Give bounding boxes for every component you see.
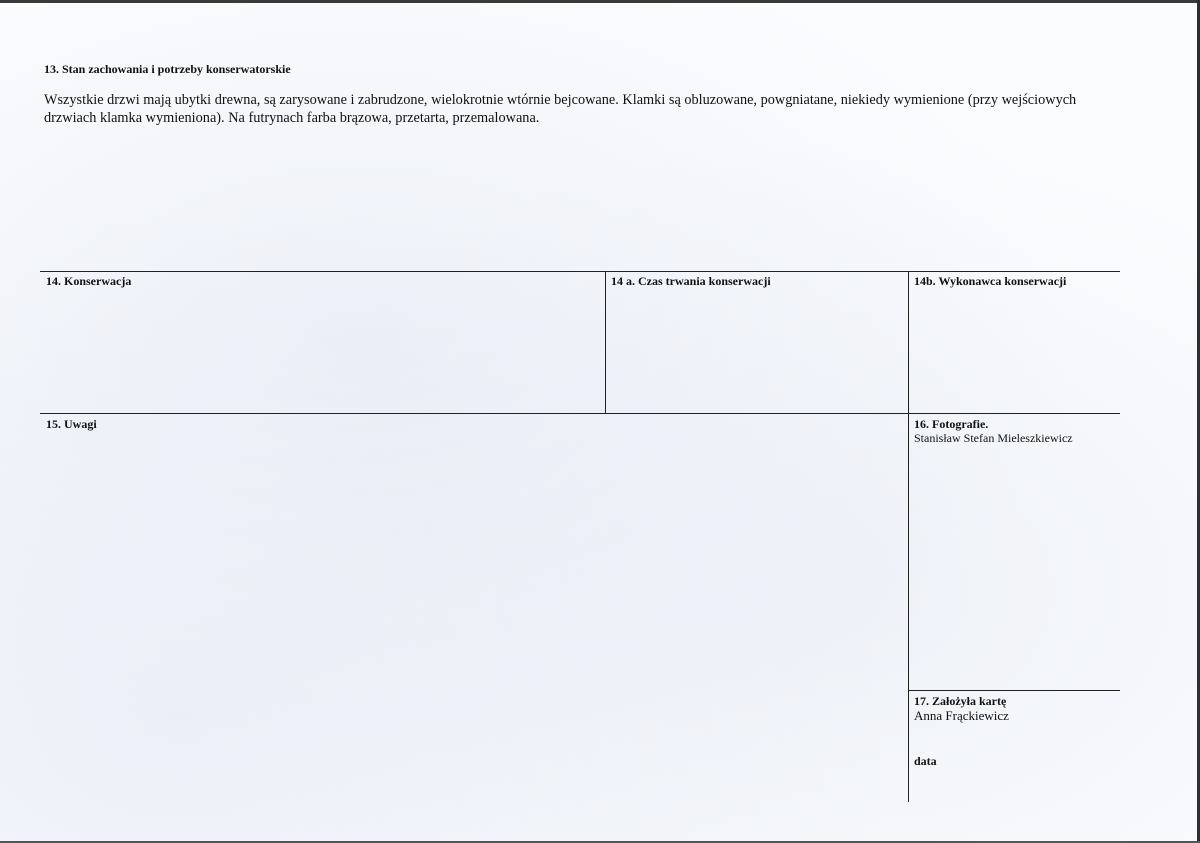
grid-line-vertical-right	[908, 271, 909, 802]
section-17-date-label: data	[914, 754, 937, 768]
section-17-value: Anna Frąckiewicz	[914, 708, 1009, 723]
section-16-label: 16. Fotografie.	[914, 417, 989, 431]
section-14a-label: 14 a. Czas trwania konserwacji	[611, 274, 771, 288]
section-14-label: 14. Konserwacja	[46, 274, 132, 288]
grid-line-vertical-14a	[605, 271, 606, 414]
section-14b-label: 14b. Wykonawca konserwacji	[914, 274, 1067, 288]
section-13-text: Wszystkie drzwi mają ubytki drewna, są zarysowane i zabrudzone, wielokrotnie wtórnie bejcowane. Klamki są obluzowane, powgniatane, niekiedy wymienione (przy wejściowych drzwiach klamka wymieniona). Na futrynach farba brązowa, przetarta, przemalowana.	[44, 92, 1077, 126]
section-13-label: 13. Stan zachowania i potrzeby konserwatorskie	[44, 62, 291, 76]
section-16-value: Stanisław Stefan Mieleszkiewicz	[914, 431, 1073, 445]
section-17-label: 17. Założyła kartę	[914, 694, 1007, 708]
grid-line-top	[40, 271, 1120, 272]
grid-line-section-17	[908, 690, 1120, 691]
grid-line-middle	[40, 413, 1120, 414]
section-15-label: 15. Uwagi	[46, 417, 97, 431]
scan-edge-top	[0, 0, 1200, 3]
